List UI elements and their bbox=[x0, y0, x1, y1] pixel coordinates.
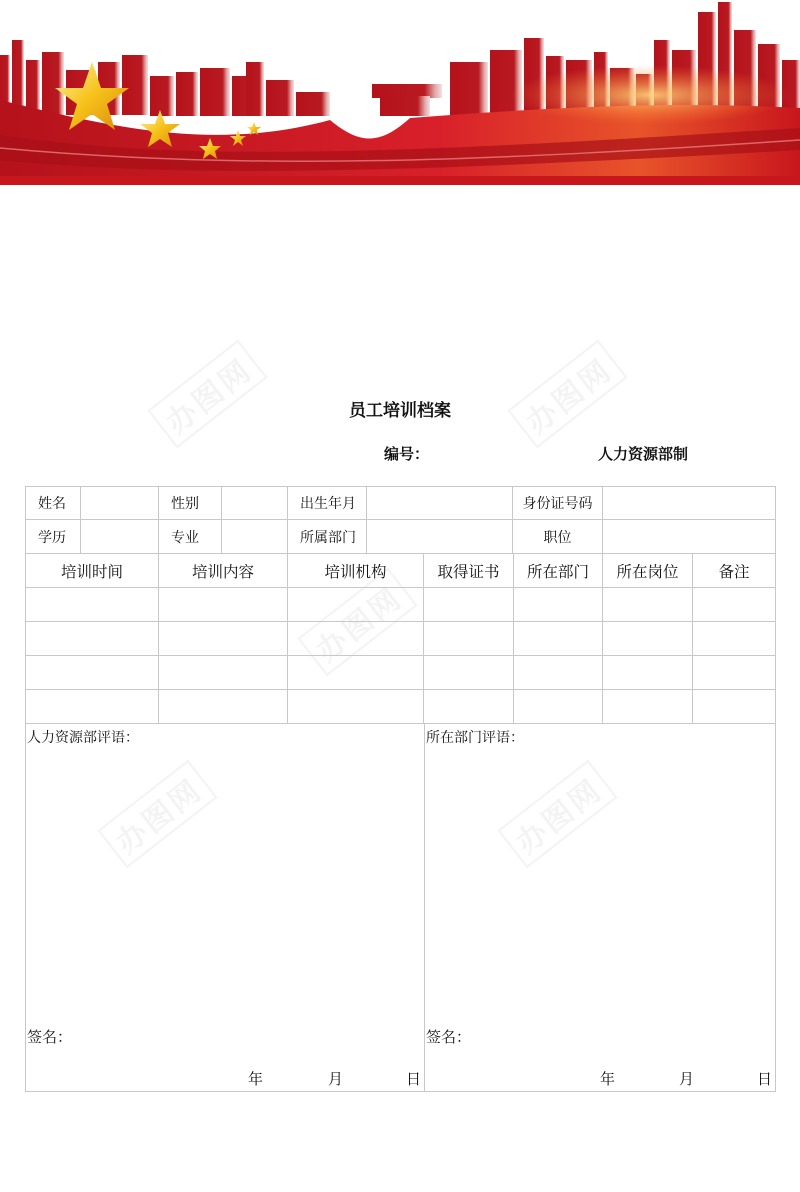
table-cell[interactable] bbox=[514, 690, 603, 724]
table-row bbox=[25, 588, 776, 622]
table-cell[interactable] bbox=[424, 690, 514, 724]
table-cell[interactable] bbox=[603, 690, 693, 724]
major-value[interactable] bbox=[222, 520, 288, 554]
info-row bbox=[25, 520, 776, 554]
header-remarks: 备注 bbox=[693, 554, 776, 588]
table-cell[interactable] bbox=[25, 622, 159, 656]
hr-signature-label: 签名： bbox=[27, 1028, 73, 1046]
header-training-time: 培训时间 bbox=[25, 554, 159, 588]
table-cell[interactable] bbox=[159, 588, 288, 622]
name-value[interactable] bbox=[81, 486, 159, 520]
gender-value[interactable] bbox=[222, 486, 288, 520]
hr-date-month: 月 bbox=[328, 1070, 344, 1088]
birth-date-label: 出生年月 bbox=[288, 486, 367, 520]
table-cell[interactable] bbox=[514, 622, 603, 656]
header-department: 所在部门 bbox=[514, 554, 603, 588]
watermark: 办图网 bbox=[147, 340, 267, 449]
birth-date-value[interactable] bbox=[367, 486, 513, 520]
table-cell[interactable] bbox=[424, 622, 514, 656]
table-cell[interactable] bbox=[288, 622, 424, 656]
table-row bbox=[25, 656, 776, 690]
id-number-value[interactable] bbox=[603, 486, 776, 520]
table-cell[interactable] bbox=[25, 690, 159, 724]
table-cell[interactable] bbox=[25, 656, 159, 690]
watermark: 办图网 bbox=[97, 760, 217, 869]
major-label: 专业 bbox=[159, 520, 222, 554]
training-record-form bbox=[25, 486, 776, 1092]
header-training-content: 培训内容 bbox=[159, 554, 288, 588]
table-cell[interactable] bbox=[424, 656, 514, 690]
table-cell[interactable] bbox=[288, 656, 424, 690]
table-cell[interactable] bbox=[693, 588, 776, 622]
dept-signature-label: 签名： bbox=[426, 1028, 472, 1046]
header-banner bbox=[0, 0, 800, 185]
department-label: 所属部门 bbox=[288, 520, 367, 554]
watermark: 办图网 bbox=[297, 568, 417, 677]
table-cell[interactable] bbox=[25, 588, 159, 622]
table-cell[interactable] bbox=[693, 622, 776, 656]
table-cell[interactable] bbox=[693, 656, 776, 690]
header-post: 所在岗位 bbox=[603, 554, 693, 588]
table-row bbox=[25, 622, 776, 656]
education-value[interactable] bbox=[81, 520, 159, 554]
department-value[interactable] bbox=[367, 520, 513, 554]
dept-date-month: 月 bbox=[679, 1070, 695, 1088]
hr-date-day: 日 bbox=[406, 1070, 422, 1088]
dept-comments-box[interactable] bbox=[425, 724, 775, 1091]
table-cell[interactable] bbox=[159, 622, 288, 656]
hr-comments-box[interactable] bbox=[26, 724, 425, 1091]
header-certificate: 取得证书 bbox=[424, 554, 514, 588]
document-title: 员工培训档案 bbox=[349, 401, 451, 421]
table-cell[interactable] bbox=[288, 690, 424, 724]
watermark: 办图网 bbox=[497, 760, 617, 869]
table-cell[interactable] bbox=[693, 690, 776, 724]
dept-comments-label: 所在部门评语： bbox=[426, 730, 524, 746]
serial-number-label: 编号： bbox=[384, 445, 430, 463]
table-cell[interactable] bbox=[514, 656, 603, 690]
table-cell[interactable] bbox=[288, 588, 424, 622]
table-cell[interactable] bbox=[424, 588, 514, 622]
dept-date-day: 日 bbox=[757, 1070, 773, 1088]
gender-label: 性别 bbox=[159, 486, 222, 520]
table-cell[interactable] bbox=[514, 588, 603, 622]
hr-date-year: 年 bbox=[248, 1070, 264, 1088]
header-training-institution: 培训机构 bbox=[288, 554, 424, 588]
table-cell[interactable] bbox=[603, 588, 693, 622]
issuer-label: 人力资源部制 bbox=[598, 445, 689, 463]
table-cell[interactable] bbox=[603, 622, 693, 656]
training-header-row bbox=[25, 554, 776, 588]
position-label: 职位 bbox=[513, 520, 603, 554]
education-label: 学历 bbox=[25, 520, 81, 554]
id-number-label: 身份证号码 bbox=[513, 486, 603, 520]
table-cell[interactable] bbox=[159, 690, 288, 724]
comments-section bbox=[25, 724, 776, 1092]
watermark: 办图网 bbox=[507, 340, 627, 449]
name-label: 姓名 bbox=[25, 486, 81, 520]
table-cell[interactable] bbox=[603, 656, 693, 690]
table-row bbox=[25, 690, 776, 724]
position-value[interactable] bbox=[603, 520, 776, 554]
dept-date-year: 年 bbox=[600, 1070, 616, 1088]
hr-comments-label: 人力资源部评语： bbox=[27, 730, 139, 746]
info-row bbox=[25, 486, 776, 520]
table-cell[interactable] bbox=[159, 656, 288, 690]
